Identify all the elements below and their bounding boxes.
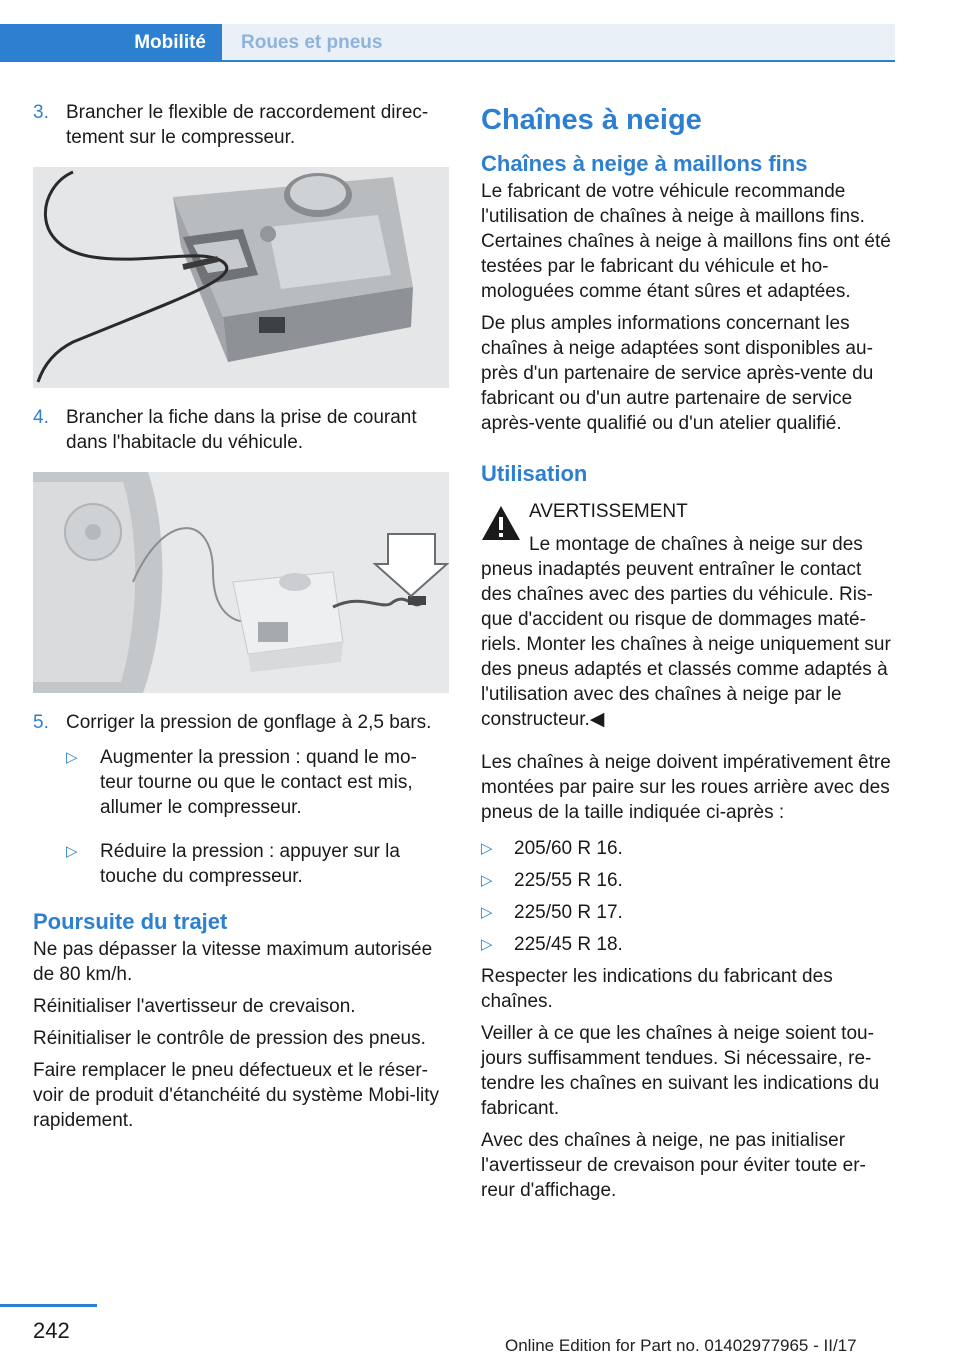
step-number: 4. [33,407,49,428]
paragraph: Le fabricant de votre véhicule recommande l'utilisation de chaînes à neige à maillons fins. Certaines chaînes à neige à maillons fins ont été testées par le fabricant du véhicule et ho-mologuées comme étant sûres et adaptées. [481,181,891,302]
step-text: Brancher le flexible de raccordement direc-tement sur le compresseur. [66,102,429,148]
heading-utilisation: Utilisation [481,461,588,486]
triangle-bullet-icon: ▷ [66,843,78,860]
chapter-header [0,0,895,62]
warning-triangle-icon [481,505,521,541]
triangle-bullet-icon: ▷ [66,749,78,766]
paragraph: Réinitialiser le contrôle de pression des pneus. [33,1028,426,1049]
step-4 [33,405,449,455]
step-number: 5. [33,712,49,733]
warning-block [481,499,896,524]
triangle-bullet-icon: ▷ [481,872,493,889]
triangle-bullet-icon: ▷ [481,840,493,857]
heading-chaines-maillons-fins: Chaînes à neige à maillons fins [481,151,808,176]
compressor-illustration [33,167,449,388]
triangle-bullet-icon: ▷ [481,936,493,953]
sub-item-text: Augmenter la pression : quand le mo-teur tourne ou que le contact est mis, allumer le compresseur. [100,747,417,818]
warning-text-content: Le montage de chaînes à neige sur des pneus inadaptés peuvent entraîner le contact des chaînes avec des parties du véhicule. Ris-que d'accident ou risque de dommages maté-riels. Monter les chaînes à neige uniquement sur des pneus adaptés et classés comme adaptés à l'utilisation avec des chaînes à neige par le constructeur.◀ [481,534,891,730]
list-item [481,868,896,893]
paragraph: Veiller à ce que les chaînes à neige soient tou-jours suffisamment tendues. Si nécessaire, re-tendre les chaînes en suivant les indications du fabricant. [481,1023,880,1119]
compressor-figure [33,167,449,388]
sub-item-increase-pressure [33,745,449,820]
paragraph: Faire remplacer le pneu défectueux et le réser-voir de produit d'étanchéité du système Mobi-lity rapidement. [33,1060,439,1131]
heading-poursuite-du-trajet: Poursuite du trajet [33,909,228,934]
header-divider [0,60,895,62]
paragraph: Avec des chaînes à neige, ne pas initialiser l'avertisseur de crevaison pour éviter toute er-reur d'affichage. [481,1130,866,1201]
left-column [33,100,449,1140]
tire-size: 225/50 R 17. [514,902,623,923]
edition-note: Online Edition for Part no. 01402977965 - II/17 [505,1336,857,1355]
page-number: 242 [33,1318,70,1343]
step-text: Corriger la pression de gonflage à 2,5 bars. [66,712,432,733]
right-column [481,100,896,1210]
step-3 [33,100,449,150]
list-item [481,836,896,861]
step-number: 3. [33,102,49,123]
paragraph: Respecter les indications du fabricant des chaînes. [481,966,833,1012]
tab-mobilite[interactable]: Mobilité [0,24,222,61]
paragraph: Ne pas dépasser la vitesse maximum autorisée de 80 km/h. [33,939,433,985]
warning-text [481,532,896,732]
step-5 [33,710,449,735]
wheel-compressor-illustration [33,472,449,693]
paragraph: Réinitialiser l'avertisseur de crevaison. [33,996,356,1017]
sub-item-text: Réduire la pression : appuyer sur la touche du compresseur. [100,841,400,887]
paragraph: De plus amples informations concernant les chaînes à neige adaptées sont disponibles au-près d'un partenaire de service après-vente du fabricant ou d'un autre partenaire de service après-vente qualifié ou d'un atelier qualifié. [481,313,874,434]
tab-roues-et-pneus[interactable]: Roues et pneus [222,24,895,61]
list-item [481,932,896,957]
paragraph: Les chaînes à neige doivent impérativement être montées par paire sur les roues arrière avec des pneus de la taille indiquée ci-après : [481,752,891,823]
sub-item-reduce-pressure [33,839,449,889]
list-item [481,900,896,925]
footer-divider [0,1304,97,1307]
warning-label: AVERTISSEMENT [529,501,688,522]
triangle-bullet-icon: ▷ [481,904,493,921]
tire-size: 205/60 R 16. [514,838,623,859]
tire-size: 225/55 R 16. [514,870,623,891]
tire-size: 225/45 R 18. [514,934,623,955]
wheel-compressor-figure [33,472,449,693]
step-text: Brancher la fiche dans la prise de courant dans l'habitacle du véhicule. [66,407,417,453]
section-title: Chaînes à neige [481,104,702,136]
